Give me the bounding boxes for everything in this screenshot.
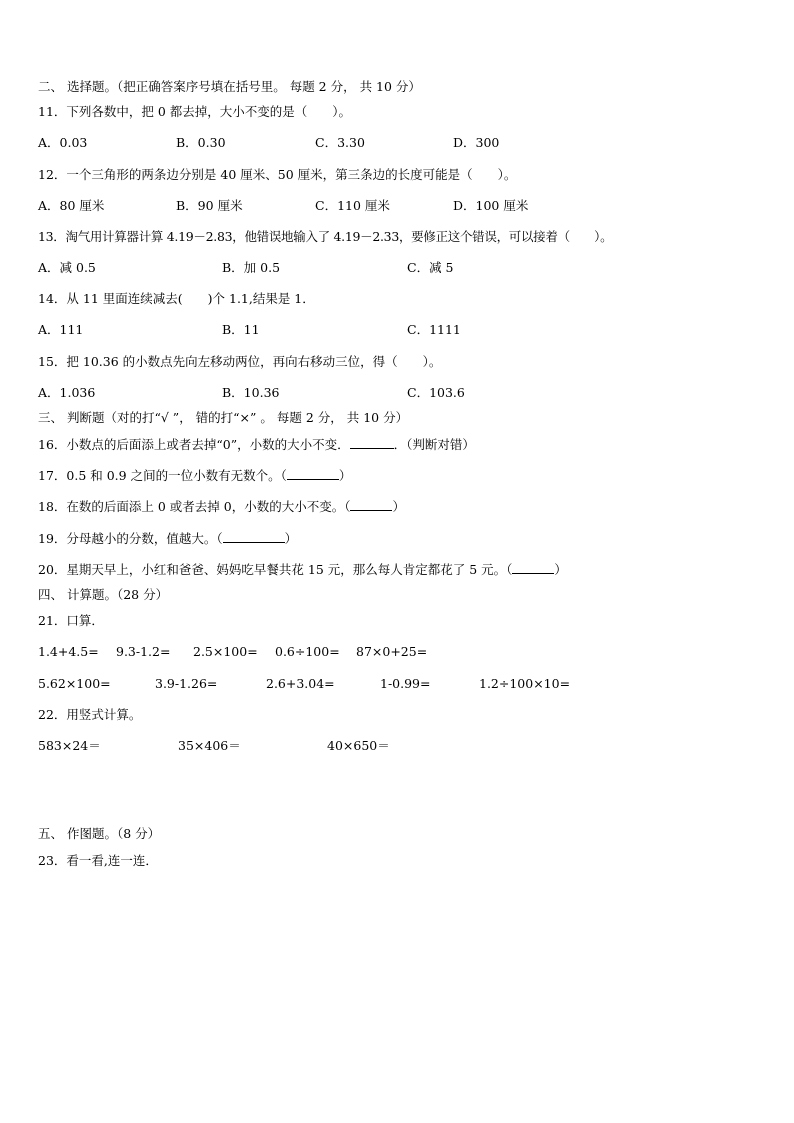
q11-option-d: D．300 (453, 135, 500, 150)
calc-item: 3.9-1.26= (155, 676, 218, 691)
section-4-heading: 四、 计算题。（28 分） (38, 587, 169, 602)
question-17 (38, 467, 351, 484)
q11-option-b: B．0.30 (176, 135, 226, 150)
q11-option-c: C．3.30 (315, 135, 365, 150)
question-12-stem: 12．一个三角形的两条边分别是 40 厘米、50 厘米，第三条边的长度可能是（ ）。 (38, 167, 517, 182)
vertical-calc-item: 35×406＝ (178, 738, 241, 753)
q20-tail: ） (554, 562, 567, 577)
q19-text: 19．分母越小的分数，值越大。（ (38, 531, 223, 546)
q16-tail: ．（判断对错） (393, 437, 475, 452)
q20-answer-blank[interactable] (512, 561, 554, 574)
q12-option-b: B．90 厘米 (176, 198, 243, 213)
q18-answer-blank[interactable] (350, 498, 392, 511)
q12-option-a: A．80 厘米 (38, 198, 105, 213)
q16-answer-blank[interactable] (350, 436, 394, 449)
question-15-stem: 15．把 10.36 的小数点先向左移动两位，再向右移动三位，得（ ）。 (38, 354, 442, 369)
question-21-stem: 21．口算． (38, 613, 104, 628)
q20-text: 20．星期天早上，小红和爸爸、妈妈吃早餐共花 15 元，那么每人肯定都花了 5 元。（ (38, 562, 513, 577)
question-19 (38, 530, 297, 547)
calc-item: 87×0+25= (356, 644, 428, 659)
q17-text: 17．0.5 和 0.9 之间的一位小数有无数个。（ (38, 468, 287, 483)
q13-option-a: A．减 0.5 (38, 260, 96, 275)
vertical-calc-item: 40×650＝ (327, 738, 390, 753)
calc-item: 9.3-1.2= (116, 644, 171, 659)
question-16 (38, 436, 475, 453)
q17-tail: ） (338, 468, 352, 483)
question-18 (38, 498, 405, 515)
calc-item: 0.6÷100= (275, 644, 340, 659)
q14-option-a: A．111 (38, 322, 84, 337)
q19-tail: ） (284, 531, 298, 546)
question-22-stem: 22．用竖式计算。 (38, 707, 142, 722)
q16-text: 16．小数点的后面添上或者去掉“0”，小数的大小不变． (38, 437, 350, 452)
q18-text: 18．在数的后面添上 0 或者去掉 0，小数的大小不变。（ (38, 499, 351, 514)
calc-item: 2.5×100= (193, 644, 258, 659)
section-5-heading: 五、 作图题。（8 分） (38, 826, 161, 841)
calc-item: 1.2÷100×10= (479, 676, 571, 691)
calc-item: 2.6+3.04= (266, 676, 335, 691)
q18-tail: ） (392, 499, 405, 514)
question-14-stem: 14．从 11 里面连续减去( )个 1.1,结果是 1． (38, 291, 315, 306)
calc-item: 5.62×100= (38, 676, 111, 691)
question-20 (38, 561, 567, 578)
q14-option-c: C．1111 (407, 322, 461, 337)
q17-answer-blank[interactable] (287, 467, 339, 480)
q12-option-c: C．110 厘米 (315, 198, 390, 213)
q19-answer-blank[interactable] (223, 530, 285, 543)
q13-option-c: C．减 5 (407, 260, 454, 275)
question-11-stem: 11．下列各数中，把 0 都去掉，大小不变的是（ ）。 (38, 104, 352, 119)
q11-option-a: A．0.03 (38, 135, 88, 150)
section-2-heading: 二、 选择题。（把正确答案序号填在括号里。 每题 2 分， 共 10 分） (38, 79, 421, 94)
q15-option-b: B．10.36 (222, 385, 280, 400)
calc-item: 1.4+4.5= (38, 644, 99, 659)
q15-option-c: C．103.6 (407, 385, 465, 400)
section-3-heading: 三、 判断题（对的打“√ ”， 错的打“×” 。 每题 2 分， 共 10 分） (38, 410, 409, 425)
q15-option-a: A．1.036 (38, 385, 96, 400)
calc-item: 1-0.99= (380, 676, 431, 691)
q12-option-d: D．100 厘米 (453, 198, 529, 213)
question-13-stem: 13．淘气用计算器计算 4.19－2.83，他错误地输入了 4.19－2.33，要修正这个错误，可以接着（ ）。 (38, 229, 613, 244)
q13-option-b: B．加 0.5 (222, 260, 281, 275)
q14-option-b: B．11 (222, 322, 260, 337)
question-23-stem: 23．看一看,连一连． (38, 853, 158, 868)
vertical-calc-item: 583×24＝ (38, 738, 101, 753)
